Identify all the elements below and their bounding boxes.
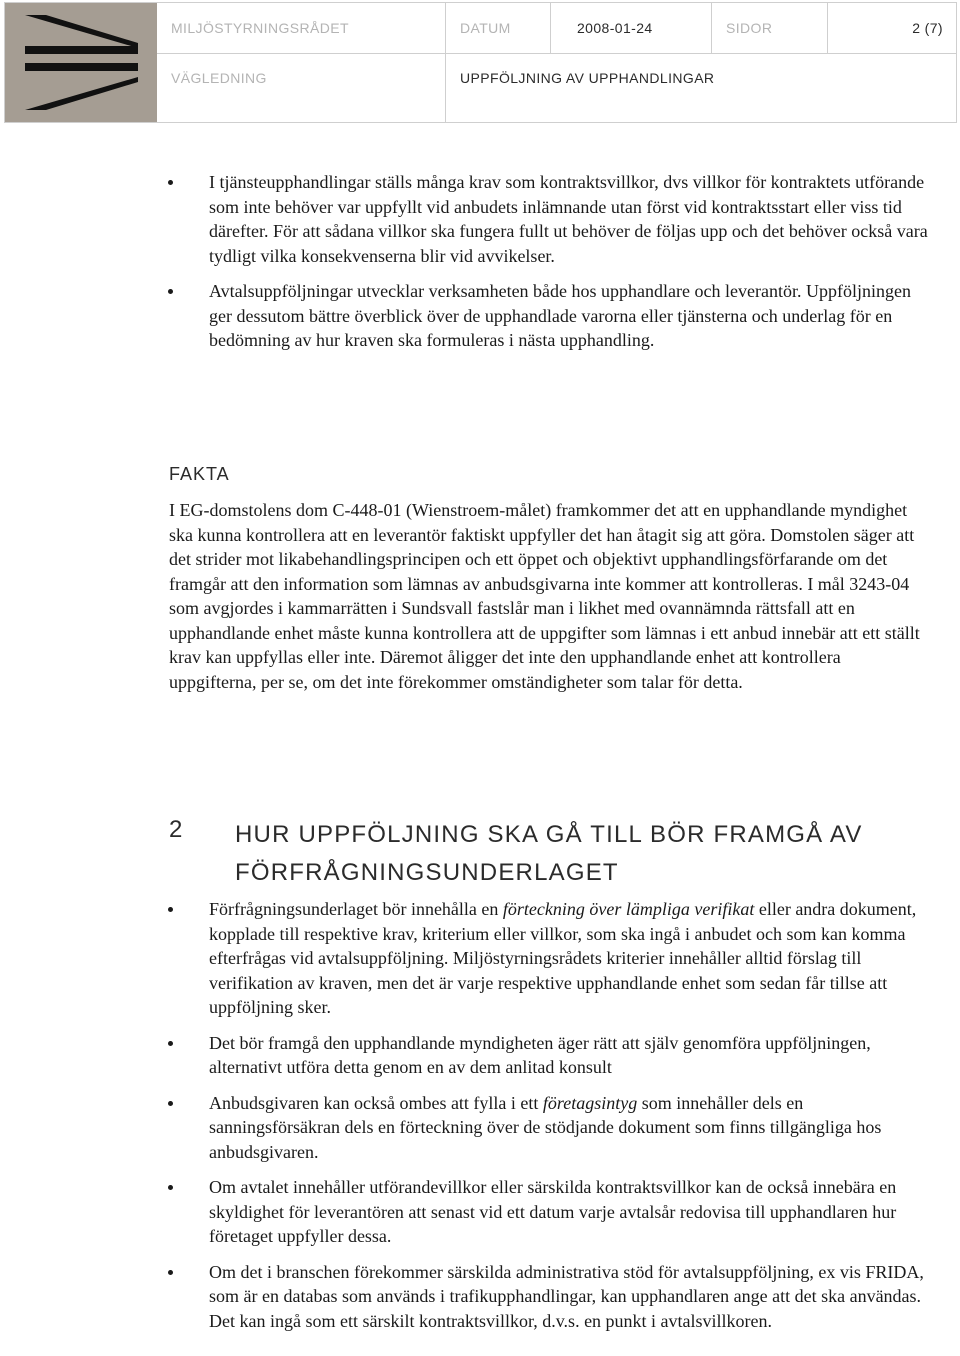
header-sidor-label: SIDOR: [726, 20, 773, 36]
list-item: [168, 1031, 928, 1080]
list-item-text: som innehåller dels en sanningsförsäkran dels en förteckning över de stödjande dokument som finns tillgängliga hos anbudsgivaren.: [209, 1092, 882, 1162]
list-item: [168, 1260, 928, 1334]
header-datum-value: 2008-01-24: [577, 20, 653, 36]
fakta-heading: FAKTA: [169, 464, 230, 484]
header-datum-label: DATUM: [460, 20, 511, 36]
bullet-icon: [168, 1270, 173, 1275]
list-item-text: I tjänsteupphandlingar ställs många krav som kontraktsvillkor, dvs villkor för kontraktets utförande som inte behöver var uppfyllt vid anbudets inlämnande utan först vid kontraktsstart eller viss tid därefter. För att sådana villkor ska fungera fullt ut behöver de följas upp och det behöver också vara tydligt vilka konsekvenserna blir vid avvikelser.: [209, 172, 928, 266]
intro-bullet-list: [168, 170, 928, 353]
bullet-icon: [168, 1185, 173, 1190]
bullet-icon: [168, 907, 173, 912]
bullet-icon: [168, 1101, 173, 1106]
bullet-icon: [168, 180, 173, 185]
list-item-text: Det bör framgå den upphandlande myndigheten äger rätt att själv genomföra uppföljningen, alternativt utföra detta genom en av dem anlitad konsult: [209, 1032, 871, 1077]
list-item-text: Om avtalet innehåller utförandevillkor eller särskilda kontraktsvillkor kan de också innebära en skyldighet för leverantören att senast vid ett datum varje avtalsår redovisa till upphandlaren hur företaget uppfyller dessa.: [209, 1177, 897, 1246]
bullet-icon: [168, 289, 173, 294]
header-cell-divider: [827, 3, 828, 53]
header-sidor-value: 2 (7): [912, 20, 943, 36]
logo: [5, 3, 157, 122]
header-cell-divider: [550, 3, 551, 53]
list-item-text: Avtalsuppföljningar utvecklar verksamheten både hos upphandlare och leverantör. Uppföljningen ger dessutom bättre överblick över de upphandlade varorna eller tjänsterna och underlag för en bedömning av hur kraven ska formuleras i nästa upphandling.: [209, 281, 911, 350]
list-item-text: Anbudsgivaren kan också ombes att fylla i ett: [209, 1092, 543, 1113]
list-item-emphasis: företagsintyg: [542, 1092, 638, 1113]
section-number: 2: [169, 816, 184, 843]
section-title-line: FÖRFRÅGNINGSUNDERLAGET: [235, 859, 619, 886]
header-org: MILJÖSTYRNINGSRÅDET: [171, 20, 349, 36]
list-item: [168, 1091, 928, 1165]
section-title: [235, 816, 935, 892]
list-item: [168, 897, 928, 1020]
section2-bullet-list: [168, 897, 928, 1333]
list-item-text: eller andra dokument, kopplade till respektive krav, kriterium eller villkor, som ska ingå i anbudet och som kan komma efterfrågas vid avtalsuppföljning. Miljöstyrningsrådets kriterier innehåller alltid förslag till verifikation av kraven, men det är varje respektive upphandlande enhet som sedan får tillse att uppföljning sker.: [209, 899, 917, 1017]
document-header: [4, 2, 957, 123]
chevron-arrow-logo-icon: [5, 3, 157, 122]
list-item: [168, 170, 928, 268]
list-item-text: Om det i branschen förekommer särskilda administrativa stöd för avtalsuppföljning, ex vis FRIDA, som är en databas som används i trafikupphandlingar, kan upphandlaren ange att det ska användas. Det kan ingå som ett särskilt kontraktsvillkor, d.v.s. en punkt i avtalsvillkoren.: [209, 1261, 924, 1331]
header-doc-title: UPPFÖLJNING AV UPPHANDLINGAR: [460, 70, 715, 86]
header-divider: [157, 53, 956, 54]
list-item: [168, 279, 928, 353]
header-doc-type: VÄGLEDNING: [171, 70, 267, 86]
list-item-emphasis: förteckning över lämpliga verifikat: [502, 899, 755, 919]
section-title-line: HUR UPPFÖLJNING SKA GÅ TILL BÖR FRAMGÅ AV: [235, 821, 863, 848]
list-item: [168, 1175, 928, 1249]
fakta-text: I EG-domstolens dom C-448-01 (Wienstroem-målet) framkommer det att en upphandlande myndighet ska kunna kontrollera att en leverantör faktiskt uppfyller det han åtagit sig att göra. Domstolen säger att det strider mot likabehandlingsprincipen och ett öppet och objektivt upphandlingsförfarande om det framgår att den information som lämnas av anbudsgivarna inte kommer att kontrolleras. I mål 3243-04 som avgjordes i kammarrätten i Sundsvall fastslår man i likhet med ovannämnda rättsfall att en upphandlande enhet måste kunna kontrollera att de uppgifter som lämnas i ett anbud innebär att ett ställt krav kan uppfyllas eller inte. Däremot åligger det inte den upphandlande enhet att kontrollera uppgifterna, per se, om det inte förekommer omständigheter som talar för detta.: [169, 500, 920, 692]
list-item-text: Förfrågningsunderlaget bör innehålla en: [209, 899, 503, 919]
bullet-icon: [168, 1041, 173, 1046]
